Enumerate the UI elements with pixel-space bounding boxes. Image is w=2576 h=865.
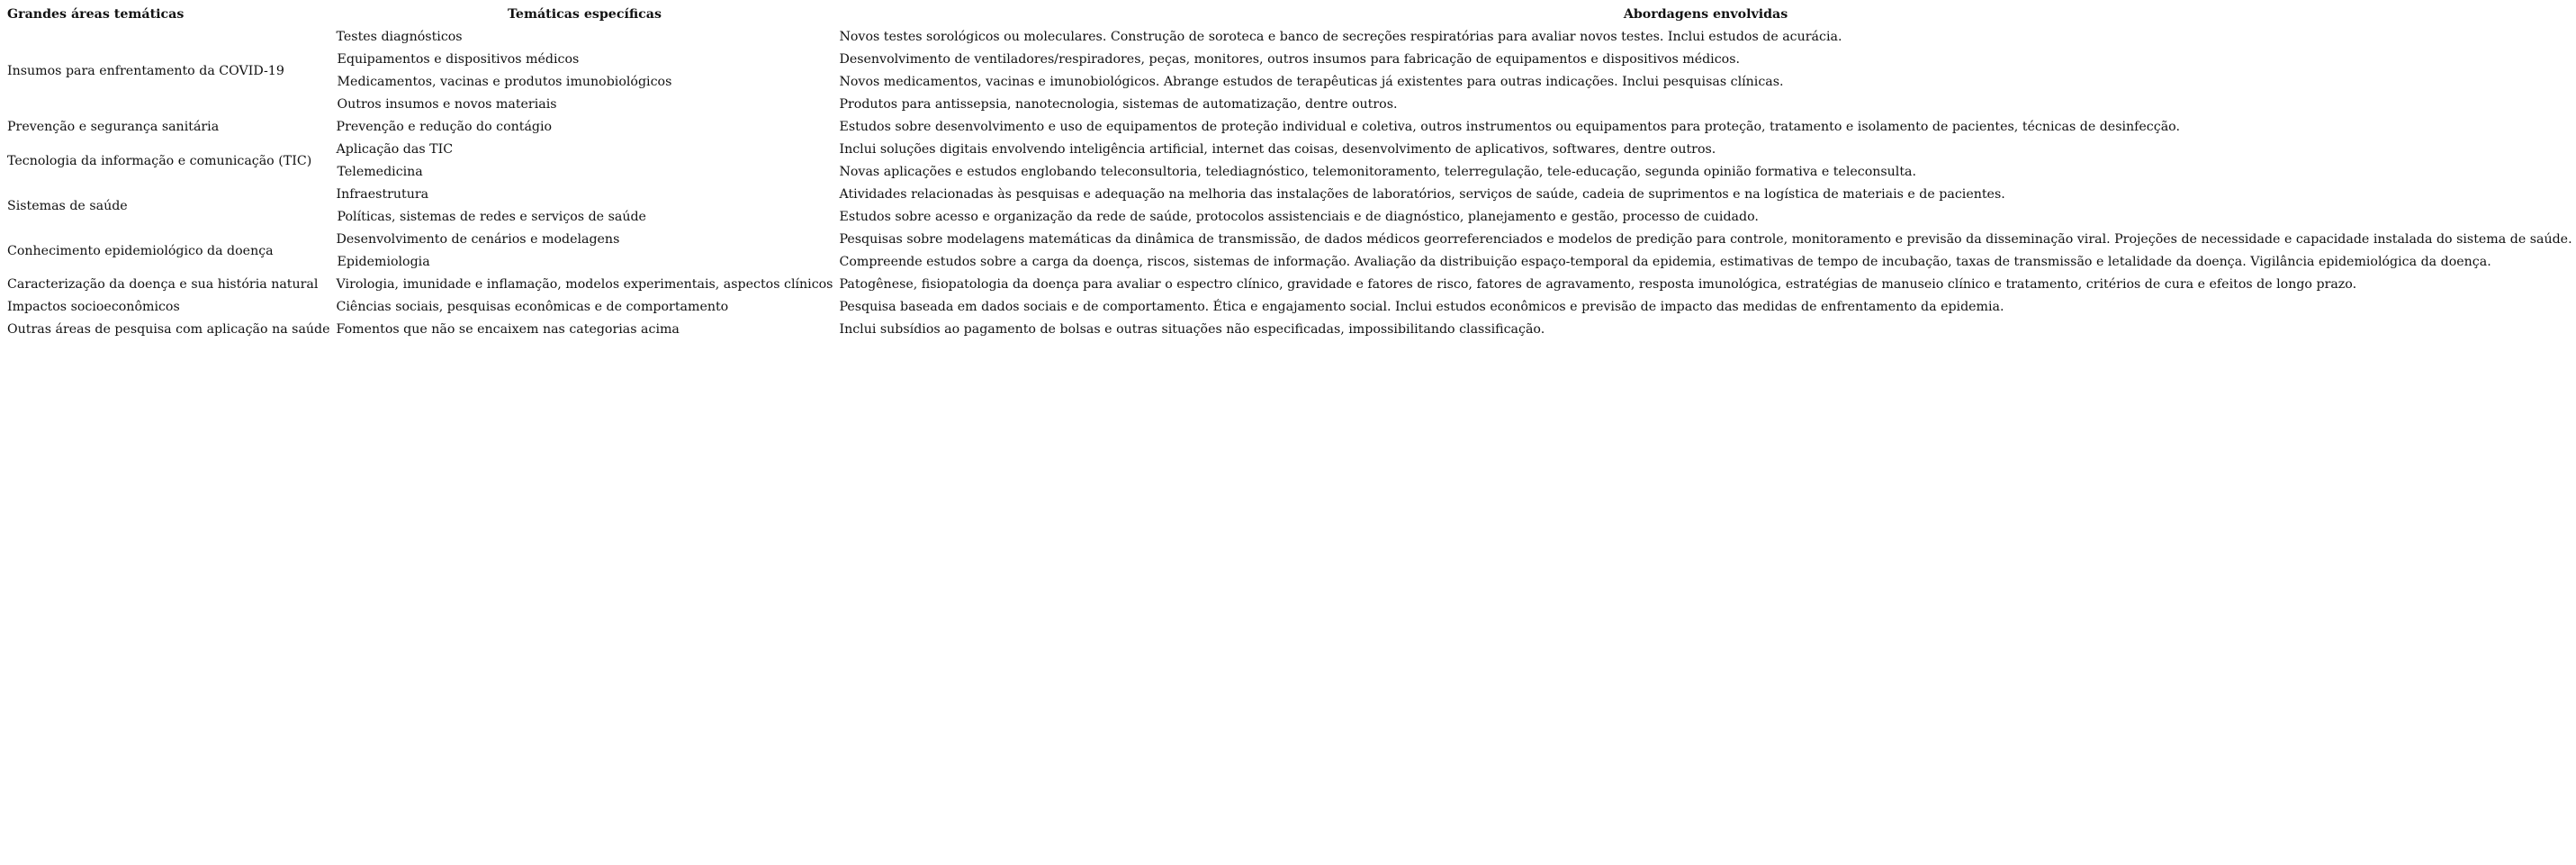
table-row	[4, 206, 2576, 229]
cell-tematica-especifica: Outros insumos e novos materiais	[337, 97, 557, 112]
header-row	[4, 4, 2576, 26]
cell-tematica-especifica: Telemedicina	[337, 165, 423, 179]
cell-grande-area: Conhecimento epidemiológico da doença	[7, 243, 274, 258]
cell-abordagem: Estudos sobre desenvolvimento e uso de equipamentos de proteção individual e coletiva, outros instrumentos ou equipamentos para proteção, tratamento e isolamento de pacientes, técnicas de desinfecção.	[839, 120, 2180, 134]
cell-tematica-especifica: Políticas, sistemas de redes e serviços de saúde	[337, 210, 646, 224]
table-row	[4, 139, 2576, 161]
cell-tematica-especifica: Equipamentos e dispositivos médicos	[337, 52, 580, 67]
cell-tematica-especifica: Infraestrutura	[336, 187, 429, 202]
cell-abordagem: Pesquisa baseada em dados sociais e de comportamento. Ética e engajamento social. Inclui estudos econômicos e previsão de impacto das medidas de enfrentamento da epidemia.	[839, 300, 2004, 314]
table-row	[4, 296, 2576, 319]
table-row	[4, 94, 2576, 116]
cell-abordagem: Estudos sobre acesso e organização da rede de saúde, protocolos assistenciais e de diagnóstico, planejamento e gestão, processo de cuidado.	[839, 210, 1759, 224]
table-row	[4, 319, 2576, 341]
cell-grande-area: Caracterização da doença e sua história natural	[7, 277, 319, 292]
cell-abordagem: Inclui subsídios ao pagamento de bolsas e outras situações não especificadas, impossibilitando classificação.	[839, 322, 1545, 337]
cell-abordagem: Pesquisas sobre modelagens matemáticas da dinâmica de transmissão, de dados médicos georreferenciados e modelos de predição para controle, monitoramento e previsão da disseminação viral. Projeções de necessidade e capacidade instalada do sistema de saúde.	[839, 232, 2572, 247]
cell-abordagem: Desenvolvimento de ventiladores/respiradores, peças, monitores, outros insumos para fabricação de equipamentos e dispositivos médicos.	[839, 52, 1740, 67]
cell-abordagem: Novas aplicações e estudos englobando teleconsultoria, telediagnóstico, telemonitoramento, telerregulação, tele-educação, segunda opinião formativa e teleconsulta.	[839, 165, 1917, 179]
thematic-areas-table	[4, 4, 2576, 341]
cell-tematica-especifica: Medicamentos, vacinas e produtos imunobiológicos	[337, 75, 672, 89]
cell-abordagem: Compreende estudos sobre a carga da doença, riscos, sistemas de informação. Avaliação da distribuição espaço-temporal da epidemia, estimativas de tempo de incubação, taxas de transmissão e letalidade da doença. Vigilância epidemiológica da doença.	[839, 255, 2491, 269]
cell-tematica-especifica: Desenvolvimento de cenários e modelagens	[336, 232, 620, 247]
cell-grande-area: Impactos socioeconômicos	[7, 300, 180, 314]
cell-grande-area: Outras áreas de pesquisa com aplicação na saúde	[7, 322, 330, 337]
table-row	[4, 26, 2576, 49]
table-header	[4, 4, 2576, 26]
table-row	[4, 116, 2576, 139]
cell-abordagem: Produtos para antissepsia, nanotecnologia, sistemas de automatização, dentre outros.	[839, 97, 1398, 112]
cell-grande-area: Sistemas de saúde	[7, 198, 128, 213]
cell-grande-area: Tecnologia da informação e comunicação (TIC)	[7, 153, 312, 168]
cell-grande-area: Prevenção e segurança sanitária	[7, 120, 220, 134]
cell-abordagem: Patogênese, fisiopatologia da doença para avaliar o espectro clínico, gravidade e fatores de risco, fatores de agravamento, resposta imunológica, estratégias de manuseio clínico e tratamento, critérios de cura e efeitos de longo prazo.	[839, 277, 2357, 292]
cell-abordagem: Atividades relacionadas às pesquisas e adequação na melhoria das instalações de laboratórios, serviços de saúde, cadeia de suprimentos e na logística de materiais e de pacientes.	[839, 187, 2005, 202]
cell-abordagem: Novos testes sorológicos ou moleculares. Construção de soroteca e banco de secreções respiratórias para avaliar novos testes. Inclui estudos de acurácia.	[839, 30, 1842, 44]
cell-tematica-especifica: Virologia, imunidade e inflamação, modelos experimentais, aspectos clínicos	[336, 277, 833, 292]
table-row	[4, 161, 2576, 184]
cell-grande-area: Insumos para enfrentamento da COVID-19	[7, 63, 284, 78]
cell-abordagem: Novos medicamentos, vacinas e imunobiológicos. Abrange estudos de terapêuticas já existentes para outras indicações. Inclui pesquisas clínicas.	[839, 75, 1784, 89]
table-body	[4, 26, 2576, 341]
cell-tematica-especifica: Fomentos que não se encaixem nas categorias acima	[336, 322, 680, 337]
header-tematicas-especificas: Temáticas específicas	[508, 7, 662, 22]
table-row	[4, 251, 2576, 274]
cell-tematica-especifica: Ciências sociais, pesquisas econômicas e de comportamento	[336, 300, 729, 314]
table-row	[4, 184, 2576, 206]
cell-abordagem: Inclui soluções digitais envolvendo inteligência artificial, internet das coisas, desenvolvimento de aplicativos, softwares, dentre outros.	[839, 142, 1716, 157]
table-row	[4, 229, 2576, 251]
cell-tematica-especifica: Prevenção e redução do contágio	[336, 120, 553, 134]
cell-tematica-especifica: Testes diagnósticos	[336, 30, 463, 44]
cell-tematica-especifica: Epidemiologia	[337, 255, 430, 269]
header-grandes-areas: Grandes áreas temáticas	[7, 7, 185, 22]
table-row	[4, 49, 2576, 71]
header-abordagens-envolvidas: Abordagens envolvidas	[1623, 7, 1788, 22]
table-row	[4, 71, 2576, 94]
table-row	[4, 274, 2576, 296]
cell-tematica-especifica: Aplicação das TIC	[336, 142, 454, 157]
